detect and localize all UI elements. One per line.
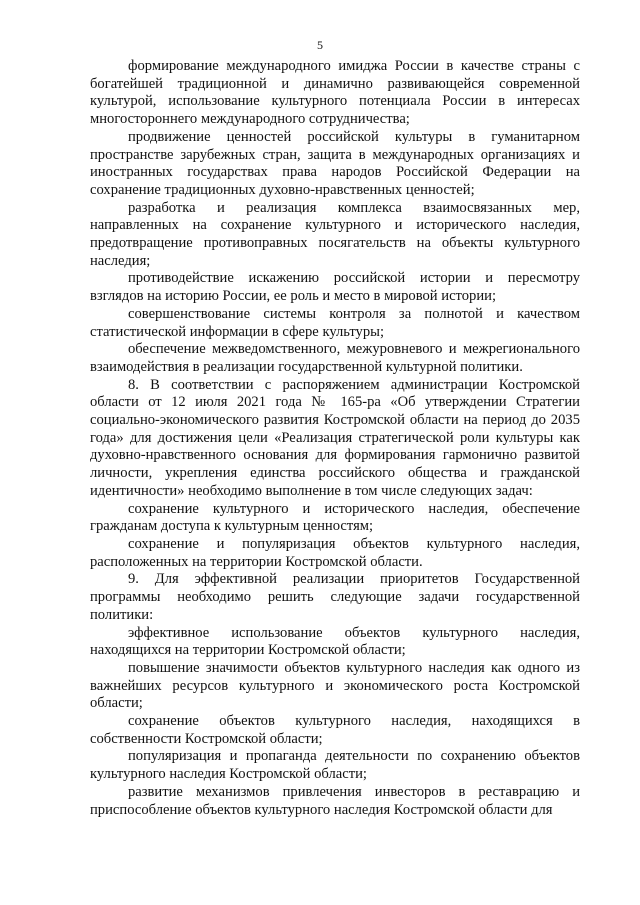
page-number: 5: [317, 38, 323, 52]
paragraph: популяризация и пропаганда деятельности по сохранению объектов культурного наследия Костромской области;: [90, 748, 580, 783]
paragraph: повышение значимости объектов культурного наследия как одного из важнейших ресурсов культурного и экономического роста Костромской области;: [90, 659, 580, 712]
paragraph: сохранение объектов культурного наследия, находящихся в собственности Костромской области;: [90, 713, 580, 747]
paragraph: эффективное использование объектов культурного наследия, находящихся на территории Костромской области;: [90, 624, 580, 659]
paragraph: развитие механизмов привлечения инвесторов в реставрацию и приспособление объектов культурного наследия Костромской области для: [90, 783, 580, 818]
paragraph: сохранение культурного и исторического наследия, обеспечение гражданам доступа к культурным ценностям;: [90, 500, 580, 535]
paragraph: разработка и реализация комплекса взаимосвязанных мер, направленных на сохранение культурного и исторического наследия, предотвращение противоправных посягательств на объекты культурного наследия;: [90, 199, 580, 269]
paragraph: формирование международного имиджа России в качестве страны с богатейшей традиционной и динамично развивающейся современной культурой, использование культурного потенциала России в интересах многостороннего международного сотрудничества;: [90, 58, 580, 128]
paragraph: противодействие искажению российской истории и пересмотру взглядов на историю России, ее роль и место в мировой истории;: [90, 270, 580, 305]
paragraph: совершенствование системы контроля за полнотой и качеством статистической информации в сфере культуры;: [90, 305, 580, 340]
paragraph: обеспечение межведомственного, межуровневого и межрегионального взаимодействия в реализации государственной культурной политики.: [90, 341, 580, 375]
paragraph: 9. Для эффективной реализации приоритетов Государственной программы необходимо решить следующие задачи государственной политики:: [90, 571, 580, 623]
document-body: [90, 58, 580, 819]
paragraph: 8. В соответствии с распоряжением администрации Костромской области от 12 июля 2021 года № 165-ра «Об утверждении Стратегии социально-экономического развития Костромской области на период до 2035 года» для достижения цели «Реализация стратегической роли культуры как духовно-нравственного основания для формирования гармонично развитой личности, укрепления единства российского общества и гражданской идентичности» необходимо выполнение в том числе следующих задач:: [90, 376, 580, 499]
paragraph: сохранение и популяризация объектов культурного наследия, расположенных на территории Костромской области.: [90, 535, 580, 570]
paragraph: продвижение ценностей российской культуры в гуманитарном пространстве зарубежных стран, защита в международных организациях и иностранных государствах права народов Российской Федерации на сохранение традиционных духовно-нравственных ценностей;: [90, 128, 580, 198]
